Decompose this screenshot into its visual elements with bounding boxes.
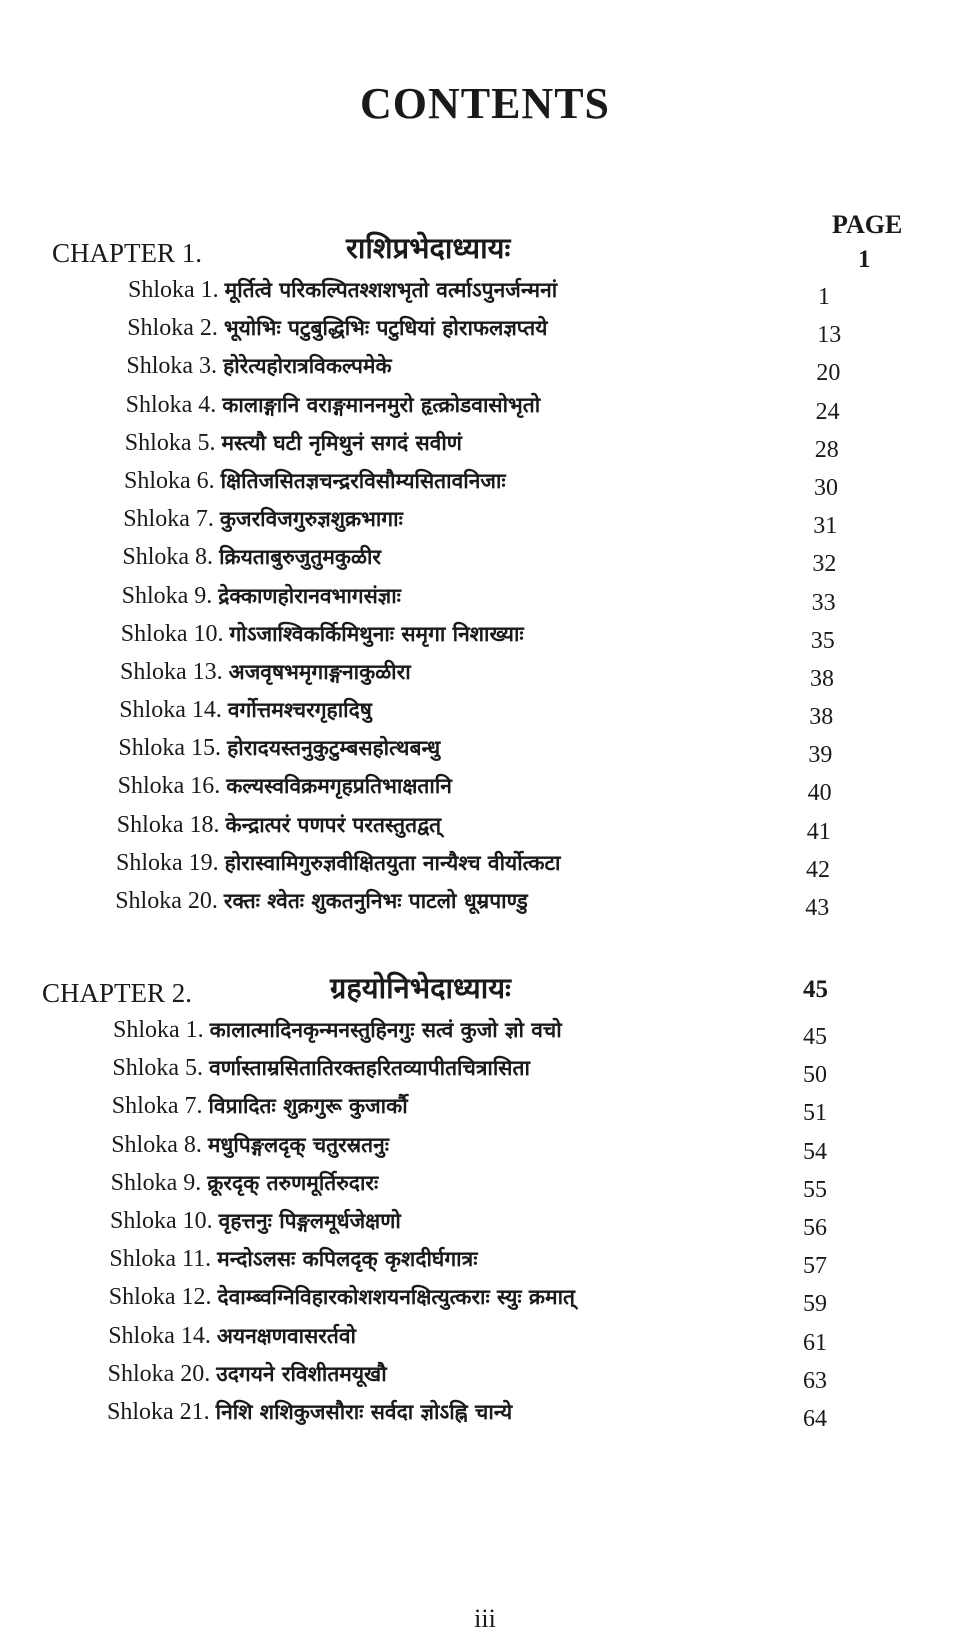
- toc-entry[interactable]: [0, 1322, 970, 1360]
- entry-page-number: 57: [803, 1253, 827, 1280]
- page-title: CONTENTS: [359, 79, 611, 128]
- shloka-label: [107, 1398, 512, 1426]
- entry-page-number: 38: [810, 665, 834, 692]
- shloka-number: Shloka 9.: [110, 1169, 202, 1196]
- shloka-verse: होरास्वामिगुरुज्ञवीक्षितयुता नान्यैश्च वीर्योत्कटा: [224, 850, 561, 875]
- shloka-verse: होरादयस्तनुकुटुम्बसहोत्थबन्धु: [227, 736, 441, 761]
- shloka-label: [124, 467, 506, 495]
- chapter-title: ग्रहयोनिभेदाध्यायः: [330, 971, 511, 1005]
- shloka-number: Shloka 7.: [111, 1093, 203, 1120]
- shloka-verse: मधुपिङ्गलदृक् चतुरस्रतनुः: [207, 1132, 389, 1157]
- toc-entry[interactable]: [0, 1092, 970, 1130]
- entry-page-number: 30: [814, 474, 838, 501]
- entry-page-number: 59: [803, 1291, 827, 1318]
- toc-entry[interactable]: [0, 352, 970, 390]
- shloka-verse: द्रेक्काणहोरानवभागसंज्ञाः: [218, 583, 401, 608]
- shloka-label: [123, 505, 403, 533]
- shloka-number: Shloka 5.: [112, 1055, 204, 1082]
- shloka-number: Shloka 20.: [107, 1360, 211, 1387]
- shloka-verse: वर्गोत्तमश्चरगृहादिषु: [227, 698, 372, 723]
- shloka-verse: रक्तः श्वेतः शुकतनुनिभः पाटलो धूम्रपाण्डु: [223, 889, 528, 913]
- shloka-label: [111, 1131, 389, 1159]
- shloka-verse: क्रियताबुरुजुतुमकुळीर: [219, 545, 381, 570]
- shloka-number: Shloka 21.: [107, 1398, 210, 1425]
- toc-entry[interactable]: [0, 1283, 970, 1321]
- entry-page-number: 64: [803, 1405, 827, 1432]
- entry-page-number: 13: [817, 322, 842, 349]
- shloka-number: Shloka 10.: [120, 620, 224, 647]
- entry-page-number: 28: [814, 436, 839, 463]
- shloka-number: Shloka 14.: [108, 1322, 211, 1349]
- chapter-section: [0, 968, 970, 1436]
- shloka-verse: देवाम्ब्वग्निविहारकोशशयनक्षित्युत्कराः स्युः क्रमात्: [217, 1285, 576, 1310]
- shloka-number: Shloka 10.: [110, 1207, 213, 1234]
- toc-entry[interactable]: [0, 467, 970, 505]
- shloka-label: [126, 352, 391, 380]
- entry-page-number: 45: [803, 1024, 827, 1050]
- shloka-verse: मूर्तित्वे परिकल्पितश्शशभृतो वर्त्माऽपुनर्जन्मनां: [224, 278, 558, 302]
- chapter-heading: [0, 228, 970, 276]
- shloka-label: [127, 314, 547, 342]
- chapter-heading: [0, 968, 970, 1016]
- shloka-label: [109, 1245, 477, 1273]
- toc-entry[interactable]: [0, 811, 970, 849]
- shloka-label: [120, 658, 411, 686]
- shloka-verse: कल्यस्वविक्रमगृहप्रतिभाक्षतानि: [226, 774, 452, 799]
- chapter-page-number: 1: [858, 246, 871, 273]
- shloka-number: Shloka 1.: [113, 1017, 204, 1043]
- shloka-number: Shloka 12.: [108, 1284, 212, 1311]
- chapter-label: CHAPTER 2.: [42, 978, 193, 1008]
- entry-page-number: 20: [816, 360, 841, 387]
- toc-entry[interactable]: [0, 391, 970, 429]
- shloka-label: [112, 1092, 408, 1120]
- shloka-number: Shloka 4.: [125, 391, 217, 418]
- shloka-number: Shloka 15.: [118, 735, 222, 762]
- shloka-label: [119, 696, 372, 724]
- entry-page-number: 56: [803, 1214, 827, 1241]
- toc-entry[interactable]: [0, 887, 970, 925]
- shloka-label: [118, 734, 440, 762]
- entry-page-number: 32: [812, 551, 837, 578]
- shloka-verse: उदगयने रविशीतमयूखौ: [216, 1361, 387, 1386]
- shloka-verse: क्षितिजसितज्ञचन्द्ररविसौम्यसितावनिजाः: [220, 468, 506, 493]
- entry-page-number: 33: [811, 589, 836, 616]
- shloka-label: [110, 1207, 401, 1235]
- shloka-verse: वृहत्तनुः पिङ्गलमूर्धजेक्षणो: [218, 1208, 401, 1233]
- entry-page-number: 61: [803, 1329, 827, 1356]
- toc-entry[interactable]: [0, 772, 970, 810]
- shloka-label: [125, 429, 462, 457]
- shloka-label: [118, 772, 452, 800]
- shloka-number: Shloka 11.: [109, 1246, 212, 1273]
- shloka-verse: मस्त्यौ घटी नृमिथुनं सगदं सवीणं: [221, 430, 462, 455]
- shloka-verse: कुजरविजगुरुज्ञशुक्रभागाः: [219, 507, 403, 532]
- shloka-number: Shloka 14.: [119, 697, 222, 724]
- entry-page-number: 55: [803, 1176, 827, 1203]
- shloka-verse: कालाङ्गानि वराङ्गमाननमुरो हृत्क्रोडवासोभृतो: [222, 392, 541, 417]
- toc-entry[interactable]: [0, 1131, 970, 1169]
- entry-page-number: 39: [808, 742, 833, 769]
- shloka-number: Shloka 8.: [111, 1131, 202, 1158]
- shloka-verse: अजवृषभमृगाङ्गनाकुळीरा: [228, 659, 411, 684]
- entry-page-number: 38: [809, 704, 834, 731]
- entry-page-number: 50: [803, 1062, 827, 1089]
- shloka-verse: अयनक्षणवासरर्तवो: [216, 1323, 356, 1348]
- toc-entry[interactable]: [0, 582, 970, 620]
- shloka-verse: होरेत्यहोरात्रविकल्पमेके: [223, 354, 392, 379]
- shloka-label: [108, 1322, 356, 1350]
- shloka-label: [122, 543, 381, 571]
- entry-page-number: 42: [806, 856, 830, 883]
- shloka-verse: गोऽजाश्विकर्किमिथुनाः समृगा निशाख्याः: [229, 621, 524, 646]
- shloka-number: Shloka 18.: [116, 811, 220, 838]
- shloka-label: [122, 582, 401, 610]
- shloka-verse: केन्द्रात्परं पणपरं परतस्तुतद्वत्: [225, 812, 442, 837]
- shloka-label: [111, 1169, 379, 1197]
- toc-entry[interactable]: [0, 505, 970, 543]
- shloka-number: Shloka 20.: [115, 888, 218, 914]
- chapter-title: राशिप्रभेदाध्यायः: [346, 231, 511, 265]
- shloka-verse: निशि शशिकुजसौराः सर्वदा ज्ञोऽह्नि चान्ये: [215, 1399, 513, 1424]
- shloka-verse: क्रूरदृक् तरुणमूर्तिरुदारः: [207, 1170, 379, 1195]
- shloka-label: [117, 811, 441, 839]
- shloka-label: [115, 887, 528, 915]
- shloka-number: Shloka 7.: [123, 506, 214, 533]
- page-folio: iii: [474, 1604, 496, 1633]
- toc-entry[interactable]: [0, 620, 970, 658]
- shloka-label: [116, 849, 561, 877]
- shloka-list: [0, 276, 970, 925]
- shloka-verse: कालात्मादिनकृन्मनस्तुहिनगुः सत्वं कुजो ज्ञो वचो: [209, 1018, 562, 1042]
- entry-page-number: 63: [803, 1367, 827, 1394]
- shloka-verse: मन्दोऽलसः कपिलदृक् कृशदीर्घगात्रः: [217, 1247, 478, 1272]
- toc-entry[interactable]: [0, 1245, 970, 1283]
- entry-page-number: 41: [806, 818, 831, 845]
- toc-entry[interactable]: [0, 543, 970, 581]
- toc-entry[interactable]: [0, 1054, 970, 1092]
- entry-page-number: 54: [803, 1138, 827, 1165]
- shloka-number: Shloka 2.: [127, 315, 218, 342]
- entry-page-number: 40: [807, 780, 832, 807]
- shloka-verse: भूयोभिः पटुबुद्धिभिः पटुधियां होराफलज्ञप्तये: [223, 316, 548, 341]
- entry-page-number: 43: [805, 895, 830, 921]
- toc-entry[interactable]: [0, 1016, 970, 1054]
- shloka-number: Shloka 1.: [128, 277, 219, 303]
- toc-entry[interactable]: [0, 429, 970, 467]
- toc-entry[interactable]: [0, 849, 970, 887]
- entry-page-number: 31: [813, 513, 838, 540]
- toc-entry[interactable]: [0, 314, 970, 352]
- shloka-label: [108, 1360, 387, 1388]
- chapter-label: CHAPTER 1.: [52, 238, 203, 268]
- shloka-verse: वर्णास्ताम्रसितातिरक्तहरितव्यापीतचित्रासिता: [209, 1056, 530, 1081]
- shloka-number: Shloka 6.: [124, 467, 215, 494]
- shloka-number: Shloka 5.: [124, 429, 216, 456]
- toc-entry[interactable]: [0, 1207, 970, 1245]
- entry-page-number: 51: [803, 1100, 827, 1127]
- toc-entry[interactable]: [0, 276, 970, 314]
- shloka-label: [113, 1016, 562, 1044]
- entry-page-number: 35: [810, 627, 835, 654]
- shloka-number: Shloka 19.: [116, 849, 219, 876]
- toc-entry[interactable]: [0, 734, 970, 772]
- shloka-number: Shloka 3.: [126, 353, 218, 380]
- shloka-label: [109, 1283, 575, 1311]
- chapter-page-number: 45: [803, 976, 828, 1003]
- shloka-label: [126, 391, 541, 419]
- shloka-number: Shloka 8.: [122, 544, 214, 571]
- shloka-number: Shloka 16.: [117, 773, 221, 800]
- chapter-section: [0, 228, 970, 925]
- toc-entry[interactable]: [0, 1360, 970, 1398]
- shloka-label: [128, 276, 557, 304]
- entry-page-number: 24: [815, 398, 840, 425]
- shloka-verse: विप्रादितः शुक्रगुरू कुजार्कौ: [208, 1094, 408, 1119]
- toc-entry[interactable]: [0, 696, 970, 734]
- shloka-label: [112, 1054, 530, 1082]
- entry-page-number: 1: [818, 284, 830, 310]
- shloka-number: Shloka 13.: [120, 658, 223, 685]
- toc-entry[interactable]: [0, 1169, 970, 1207]
- toc-entry[interactable]: [0, 1398, 970, 1436]
- toc-entry[interactable]: [0, 658, 970, 696]
- shloka-label: [121, 620, 524, 648]
- shloka-number: Shloka 9.: [121, 582, 213, 609]
- shloka-list: [0, 1016, 970, 1436]
- page-column-label: PAGE: [832, 210, 903, 239]
